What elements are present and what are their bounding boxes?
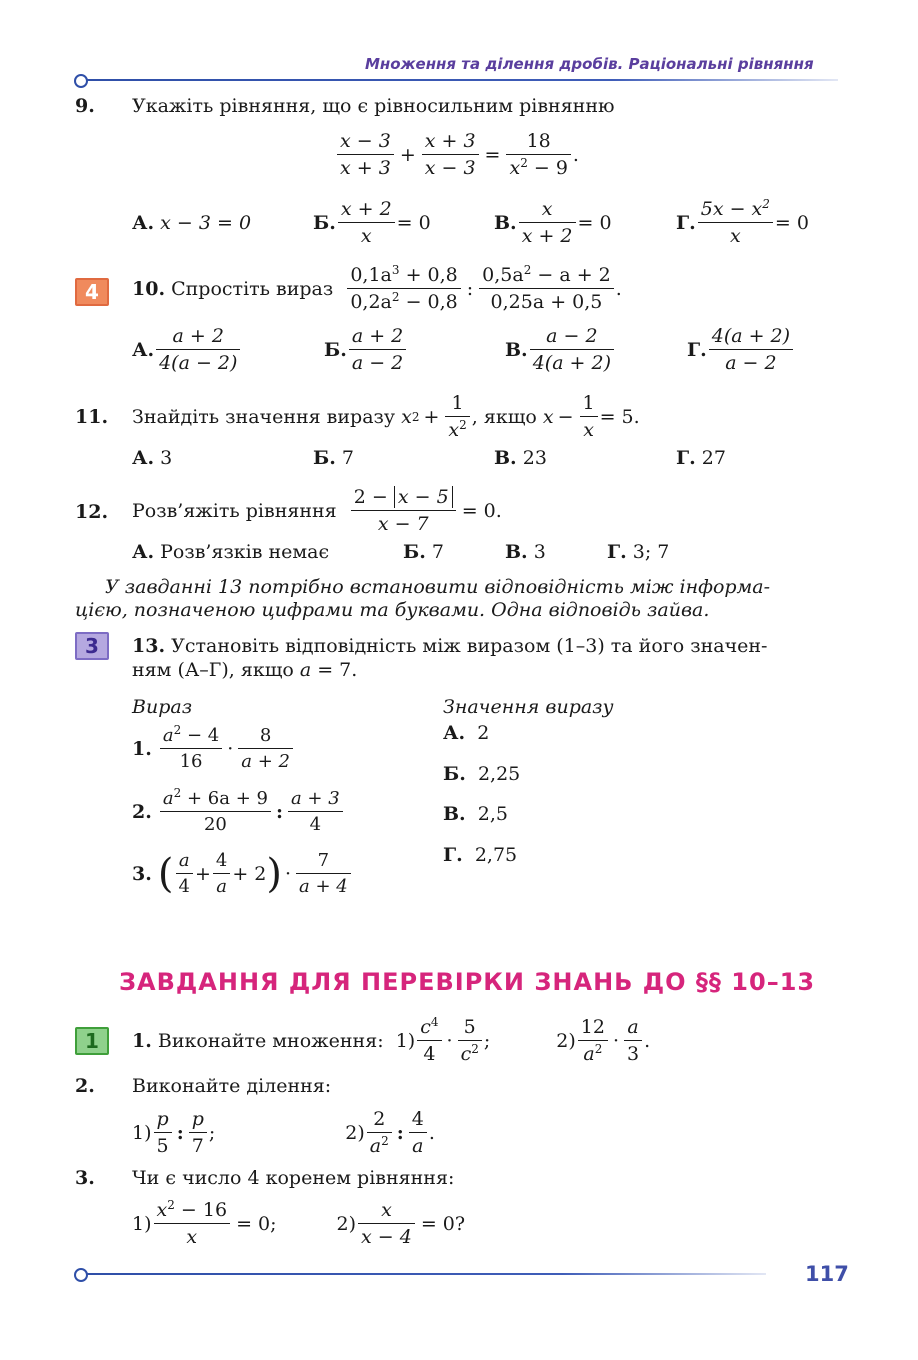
column-title-expression: Вираз <box>132 696 193 718</box>
numerator: x <box>358 1197 415 1224</box>
check-task-2-text: Виконайте ділення: <box>132 1075 332 1097</box>
task-10-line <box>132 262 622 315</box>
fraction <box>176 848 193 899</box>
difficulty-badge-1: 1 <box>75 1027 109 1055</box>
task-13-text: ням (А–Г), якщо <box>132 659 300 681</box>
numerator: p <box>189 1106 207 1133</box>
exponent: 2 <box>381 1134 389 1148</box>
numerator: 18 <box>506 128 570 155</box>
option-label: В. <box>494 447 517 469</box>
header-circle-icon <box>74 74 88 88</box>
term: 0,5a <box>482 264 524 286</box>
option-label: В. <box>494 211 517 234</box>
task-11-option-d[interactable] <box>676 446 726 470</box>
expression-label: 1. <box>132 737 152 760</box>
fraction <box>709 323 793 376</box>
check-task-3-number: 3. <box>75 1167 95 1189</box>
var: x <box>156 1199 168 1221</box>
denominator: x + 3 <box>340 157 391 179</box>
option-label: В. <box>505 338 528 361</box>
option-text: 3 <box>160 447 173 469</box>
numerator: 4 <box>213 848 230 874</box>
multiply-sign: · <box>227 737 234 760</box>
fraction <box>213 848 230 899</box>
numerator: 4 <box>409 1106 427 1133</box>
part-label: 2) <box>345 1121 365 1144</box>
task-12-line <box>132 484 506 537</box>
value-option[interactable] <box>443 843 517 867</box>
instruction-line-1: У завданні 13 потрібно встановити відповідність між інформа- <box>105 576 771 598</box>
fraction <box>156 323 240 376</box>
expression-label: 3. <box>132 862 152 885</box>
term: 5x − x <box>700 198 763 220</box>
numerator <box>347 262 460 289</box>
denominator: x <box>729 225 741 247</box>
option-label: А. <box>132 338 155 361</box>
task-11-option-a[interactable] <box>132 446 172 470</box>
task-11-number: 11. <box>75 406 109 428</box>
fraction <box>347 262 460 315</box>
fraction <box>479 262 614 315</box>
task-11-line: Знайдіть значення виразу x 2 + $\frac{1}{x^2}$ , якщо x − $\frac{1}{x}$ = 5. <box>132 392 640 441</box>
numerator <box>160 786 271 812</box>
task-9-number: 9. <box>75 95 95 117</box>
var: x <box>448 419 460 441</box>
task-11-text-mid: , якщо <box>471 405 537 428</box>
var: a <box>162 788 174 809</box>
option-rest: = 0 <box>396 211 431 234</box>
numerator <box>417 1014 441 1041</box>
value-text: 2,75 <box>474 844 518 866</box>
period: . <box>428 1121 435 1144</box>
division-sign: : <box>466 277 474 300</box>
task-12-option-c[interactable] <box>505 540 546 564</box>
option-label: Б. <box>313 447 336 469</box>
instruction-line-2: цією, позначеною цифрами та буквами. Одна відповідь зайва. <box>75 599 710 621</box>
task-11-option-b[interactable] <box>313 446 354 470</box>
left-paren: ( <box>157 850 174 897</box>
var: c <box>420 1016 431 1038</box>
part-label: 2) <box>336 1212 357 1235</box>
task-9-option-a[interactable] <box>132 211 251 235</box>
task-9-equation <box>335 128 579 181</box>
denominator <box>458 1041 482 1067</box>
fraction <box>358 1197 415 1250</box>
difficulty-badge-3: 3 <box>75 632 109 660</box>
var: x <box>542 405 554 428</box>
plus-sign: + <box>194 862 211 885</box>
check-task-2-parts <box>132 1106 435 1159</box>
division-sign: : <box>275 800 283 823</box>
denominator: 3 <box>627 1043 640 1065</box>
value-text: 2 <box>477 722 490 744</box>
denominator: x − 3 <box>424 157 476 179</box>
numerator: a − 2 <box>530 323 614 350</box>
option-label: Г. <box>676 211 696 234</box>
term: 2 − <box>353 486 388 508</box>
task-13-text: = 7. <box>311 659 358 681</box>
task-10-number: 10. <box>132 277 166 300</box>
numerator: p <box>154 1106 172 1133</box>
numerator: 1 <box>580 390 598 417</box>
task-9-option-d[interactable] <box>676 196 809 249</box>
numerator <box>154 1197 231 1224</box>
division-sign: : <box>396 1121 404 1144</box>
denominator: 4 <box>178 876 190 897</box>
part-label: 1) <box>132 1121 152 1144</box>
numerator: a + 2 <box>156 323 240 350</box>
term: + 2 <box>232 862 267 885</box>
task-12-rest: = 0. <box>461 499 502 522</box>
task-9-option-b[interactable] <box>313 196 431 249</box>
numerator: 4(a + 2) <box>709 323 793 350</box>
check-task-2-number: 2. <box>75 1075 95 1097</box>
numerator: a + 3 <box>288 786 343 812</box>
division-sign: : <box>176 1121 184 1144</box>
numerator: 5 <box>458 1014 482 1041</box>
fraction <box>160 723 222 774</box>
fraction <box>580 390 598 443</box>
option-label: Б. <box>403 541 426 563</box>
denominator: x − 7 <box>377 513 429 535</box>
fraction <box>409 1106 427 1159</box>
denominator: x − 4 <box>361 1226 412 1248</box>
var: a <box>369 1135 382 1157</box>
var: x <box>401 405 412 428</box>
option-label: Г. <box>687 338 707 361</box>
denominator: 4 <box>423 1043 436 1065</box>
check-task-3-parts <box>132 1197 469 1250</box>
option-text: x − 3 = 0 <box>160 212 252 234</box>
term: − 16 <box>174 1199 228 1221</box>
running-header: Множення та ділення дробів. Раціональні рівняння <box>365 55 814 73</box>
exponent: 2 <box>167 1198 175 1212</box>
numerator: 2 <box>367 1106 392 1133</box>
task-13-number: 13. <box>132 635 166 657</box>
task-9-text: Укажіть рівняння, що є рівносильним рівнянню <box>132 95 615 117</box>
denominator: 4 <box>309 814 322 835</box>
denominator <box>580 417 598 443</box>
option-text: 23 <box>522 447 547 469</box>
check-task-3-text: Чи є число 4 коренем рівняння: <box>132 1167 455 1189</box>
denominator: 0,25a + 0,5 <box>490 291 603 313</box>
denominator: a + 4 <box>299 876 348 897</box>
denominator: 4(a − 2) <box>159 352 238 374</box>
fraction <box>417 1014 441 1067</box>
task-12-option-b[interactable] <box>403 540 444 564</box>
option-label: Б. <box>313 211 336 234</box>
expression-label: 2. <box>132 800 152 823</box>
numerator: 12 <box>578 1014 608 1041</box>
equals-sign: = <box>484 143 501 166</box>
denominator: a − 2 <box>351 352 404 374</box>
denominator: x + 2 <box>521 225 573 247</box>
denominator: 4(a + 2) <box>532 352 612 374</box>
plus-sign: + <box>399 143 416 166</box>
task-12-option-d[interactable] <box>607 540 669 564</box>
option-text: 7 <box>431 541 444 563</box>
fraction <box>238 723 293 774</box>
value-label: А. <box>443 722 466 744</box>
check-task-1-text: Виконайте множення: <box>157 1029 384 1052</box>
expression-3[interactable] <box>132 848 353 899</box>
fraction <box>698 196 773 249</box>
fraction <box>349 323 406 376</box>
option-rest: = 0 <box>577 211 612 234</box>
footer-rule <box>86 1273 766 1275</box>
denominator <box>367 1133 392 1159</box>
numerator: 7 <box>296 848 351 874</box>
option-text: 7 <box>341 447 354 469</box>
multiply-sign: · <box>612 1029 620 1052</box>
exponent: 2 <box>594 1042 603 1056</box>
equation-rest: = 0; <box>236 1212 277 1235</box>
period: . <box>644 1029 651 1052</box>
fraction <box>445 390 469 443</box>
var: x <box>583 419 594 441</box>
part-label: 1) <box>132 1212 152 1235</box>
fraction <box>154 1106 172 1159</box>
column-title-value: Значення виразу <box>443 696 614 718</box>
expression-2[interactable] <box>132 786 345 837</box>
absolute-value: x − 5 <box>394 486 453 508</box>
section-title: ЗАВДАННЯ ДЛЯ ПЕРЕВІРКИ ЗНАНЬ ДО §§ 10–13 <box>119 968 816 996</box>
task-10-text: Спростіть вираз <box>171 277 334 300</box>
value-option[interactable] <box>443 721 489 745</box>
fraction <box>519 196 576 249</box>
option-label: Г. <box>607 541 627 563</box>
numerator: x − 3 <box>337 128 394 155</box>
fraction <box>296 848 351 899</box>
denominator: 7 <box>191 1135 204 1157</box>
exponent: 2 <box>471 1042 479 1056</box>
minus-sign: − <box>557 405 574 428</box>
fraction <box>578 1014 608 1067</box>
option-text: 3 <box>533 541 546 563</box>
fraction <box>337 128 394 181</box>
denominator: 16 <box>179 751 203 772</box>
task-13-line-1 <box>132 634 767 658</box>
task-12-text: Розв’яжіть рівняння <box>132 499 337 522</box>
semicolon: ; <box>208 1121 216 1144</box>
footer-circle-icon <box>74 1268 88 1282</box>
term: − a + 2 <box>531 264 611 286</box>
var: a <box>583 1043 595 1065</box>
check-task-1 <box>132 1014 650 1067</box>
difficulty-badge-4: 4 <box>75 278 109 306</box>
task-11-rest: = 5. <box>599 405 640 428</box>
task-13-text: Установіть відповідність між виразом (1–3) та його значен- <box>171 635 768 657</box>
term: + 6a + 9 <box>181 788 268 809</box>
denominator: a <box>412 1135 424 1157</box>
value-label: В. <box>443 803 466 825</box>
term: − 4 <box>181 725 220 746</box>
denominator: 5 <box>156 1135 169 1157</box>
numerator: a + 2 <box>349 323 406 350</box>
denominator: a − 2 <box>725 352 777 374</box>
fraction <box>422 128 479 181</box>
expression-1[interactable] <box>132 723 295 774</box>
value-label: Г. <box>443 844 463 866</box>
task-13-line-2 <box>132 658 357 682</box>
denominator <box>347 289 460 315</box>
term: + 0,8 <box>399 264 458 286</box>
denominator: x <box>186 1226 198 1248</box>
task-12-option-a[interactable] <box>132 540 329 564</box>
plus-sign: + <box>423 405 440 428</box>
numerator: x + 2 <box>338 196 395 223</box>
task-10-option-c[interactable] <box>505 323 616 376</box>
multiply-sign: · <box>446 1029 453 1052</box>
right-paren: ) <box>266 850 282 897</box>
denominator: a + 2 <box>241 751 291 772</box>
period: . <box>615 277 622 300</box>
option-label: А. <box>132 541 155 563</box>
exponent: 2 <box>762 197 770 211</box>
fraction <box>530 323 614 376</box>
fraction <box>351 484 456 537</box>
semicolon: ; <box>483 1029 491 1052</box>
value-text: 2,5 <box>477 803 508 825</box>
denominator <box>506 155 570 181</box>
denominator: a <box>216 876 227 897</box>
denominator <box>445 417 469 443</box>
value-label: Б. <box>443 763 466 785</box>
fraction <box>367 1106 392 1159</box>
fraction <box>288 786 343 837</box>
exponent: 2 <box>391 290 400 304</box>
option-label: В. <box>505 541 528 563</box>
option-label: А. <box>132 212 155 234</box>
page-number: 117 <box>805 1262 849 1286</box>
numerator <box>160 723 222 749</box>
check-task-1-number: 1. <box>132 1029 152 1052</box>
term: 0,1a <box>350 264 392 286</box>
numerator: 8 <box>238 723 293 749</box>
option-label: А. <box>132 447 155 469</box>
part-label: 2) <box>556 1029 576 1052</box>
fraction <box>624 1014 642 1067</box>
exponent: 2 <box>523 263 532 277</box>
task-10-option-d[interactable] <box>687 323 795 376</box>
option-label: Г. <box>676 447 696 469</box>
numerator <box>698 196 773 223</box>
var: c <box>460 1043 472 1065</box>
var: a <box>299 659 312 681</box>
header-rule <box>86 79 838 81</box>
denominator: 20 <box>203 814 227 835</box>
exponent: 2 <box>520 156 528 170</box>
fraction <box>506 128 570 181</box>
exponent: 2 <box>173 786 182 800</box>
numerator: 1 <box>445 390 469 417</box>
task-12-number: 12. <box>75 501 109 523</box>
option-rest: = 0 <box>774 211 809 234</box>
fraction <box>160 786 271 837</box>
denominator: x <box>360 225 372 247</box>
term: − 9 <box>527 157 568 179</box>
numerator: x + 3 <box>422 128 479 155</box>
numerator <box>351 484 456 511</box>
task-9-option-c[interactable] <box>494 196 612 249</box>
var: x <box>509 157 521 179</box>
fraction <box>154 1197 231 1250</box>
option-text: 27 <box>701 447 726 469</box>
exponent: 4 <box>430 1015 439 1029</box>
fraction <box>189 1106 207 1159</box>
option-text: 3; 7 <box>632 541 670 563</box>
task-10-option-a[interactable] <box>132 323 242 376</box>
exponent: 2 <box>459 418 467 432</box>
numerator: a <box>176 848 193 874</box>
exponent: 3 <box>391 263 400 277</box>
numerator <box>479 262 614 289</box>
denominator <box>578 1041 608 1067</box>
value-option[interactable] <box>443 762 520 786</box>
part-label: 1) <box>395 1029 416 1052</box>
exponent: 2 <box>173 723 182 737</box>
option-label: Б. <box>324 338 347 361</box>
equation-rest: = 0? <box>420 1212 466 1235</box>
fraction <box>458 1014 482 1067</box>
task-10-option-b[interactable] <box>324 323 408 376</box>
numerator: x <box>519 196 576 223</box>
term: 0,2a <box>350 291 392 313</box>
fraction <box>338 196 395 249</box>
var: a <box>162 725 174 746</box>
task-11-text: Знайдіть значення виразу <box>132 405 396 428</box>
multiply-sign: · <box>285 862 292 885</box>
term: − 0,8 <box>399 291 458 313</box>
period: . <box>572 143 579 166</box>
option-text: Розв’язків немає <box>160 541 330 563</box>
value-option[interactable] <box>443 802 508 826</box>
value-text: 2,25 <box>477 763 521 785</box>
task-11-option-c[interactable] <box>494 446 547 470</box>
numerator: a <box>624 1014 642 1041</box>
